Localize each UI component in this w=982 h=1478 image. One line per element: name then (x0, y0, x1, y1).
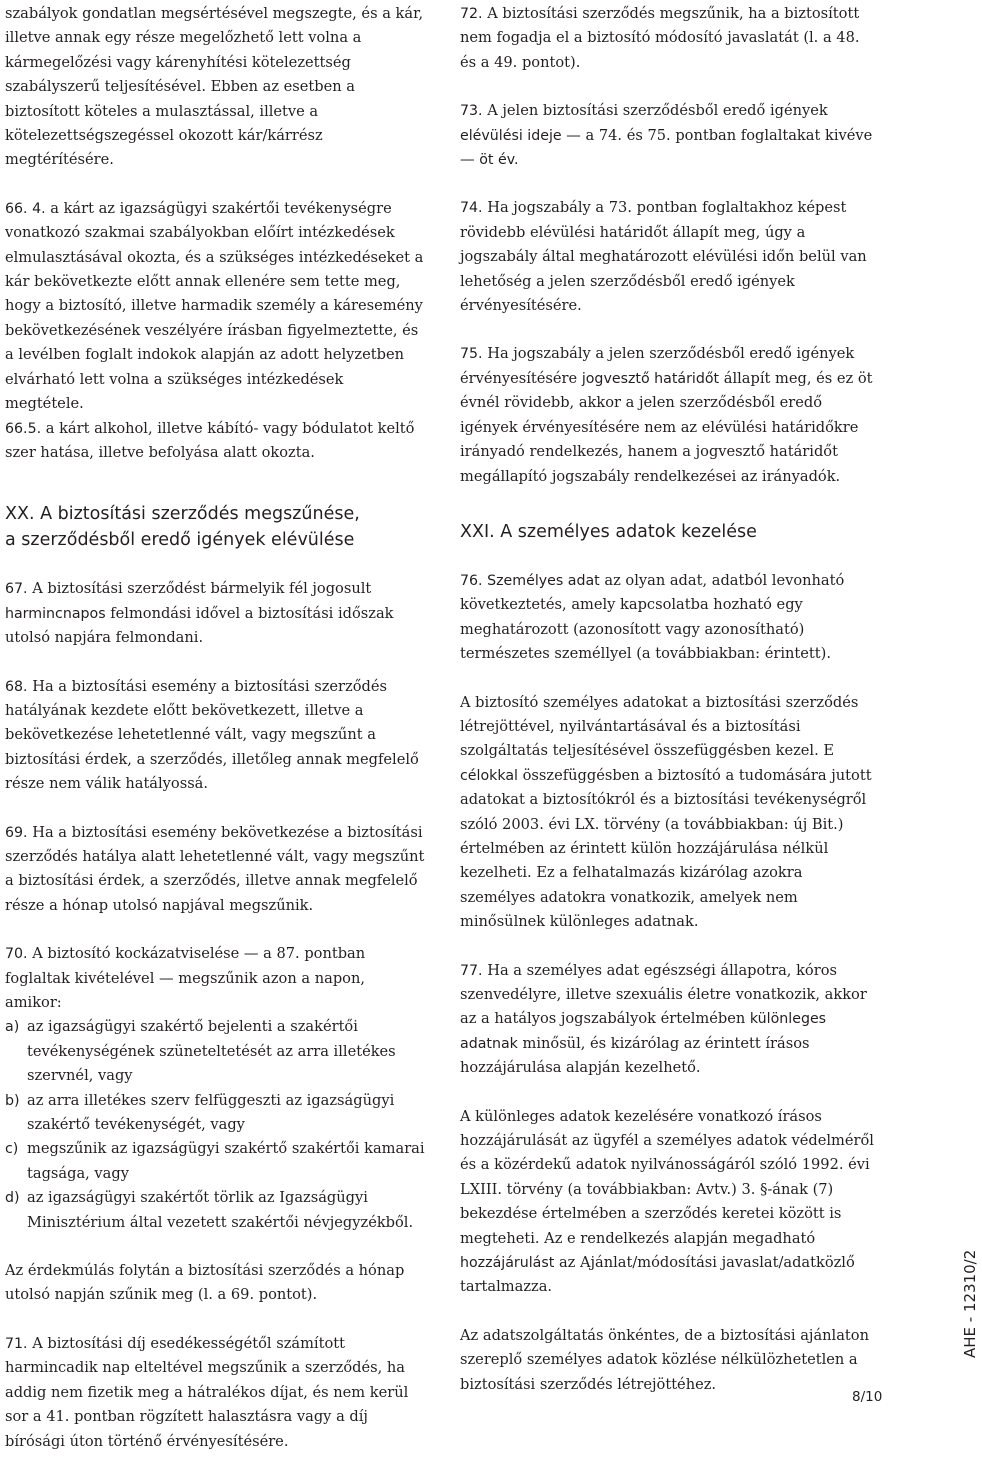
paragraph-adatszolgaltatas: Az adatszolgáltatás önkéntes, de a biztosítási ajánlaton szereplő személyes adatok közlése nélkülözhetetlen a biztosítási szerződés létrejöttéhez. (460, 1326, 869, 1393)
paragraph-66-4: 66. 4. a kárt az igazságügyi szakértői tevékenységre vonatkozó szakmai szabályokban előírt intézkedések elmulasztásával okozta, és a szükséges intézkedéseket a kár bekövetkezte előtt annak ellenére sem tette meg, hogy a biztosító, illetve harmadik személy a káresemény bekövetkezésének veszélyére írásban figyelmeztette, és a levélben foglalt indokok alapján az adott helyzetben elvárható lett volna a szükséges intézkedések megtétele. (5, 199, 424, 413)
highlight-term: különleges adatnak (460, 1011, 827, 1052)
point-number: 73. (460, 103, 483, 120)
right-column (460, 2, 883, 1421)
section-heading-xxi: XXI. A személyes adatok kezelése (460, 521, 757, 542)
paragraph-68: 68. Ha a biztosítási esemény a biztosítási szerződés hatályának kezdete előtt bekövetkezett, illetve a bekövetkezése lehetetlenné vált, vagy megszűnt a biztosítási érdek, a szerződés, illetőleg annak megfelelő része nem válik hatályossá. (5, 677, 419, 793)
document-code: AHE - 12310/2 (961, 1249, 979, 1358)
paragraph-72: 72. A biztosítási szerződés megszűnik, ha a biztosított nem fogadja el a biztosító módosító javaslatát (l. a 48. és a 49. pontot). (460, 5, 860, 71)
list-item: b) az arra illetékes szerv felfüggeszti az igazságügyi szakértő tevékenységét, vagy (5, 1091, 395, 1134)
left-column (5, 2, 425, 1478)
paragraph-69: 69. Ha a biztosítási esemény bekövetkezése a biztosítási szerződés hatálya alatt lehetetlenné vált, vagy megszűnt a biztosítási érdek, a szerződés, illetve annak megfelelő része a hónap utolsó napjával megszűnik. (5, 823, 425, 914)
termination-list (5, 1015, 425, 1235)
paragraph-erdekmulas: Az érdekmúlás folytán a biztosítási szerződés a hónap utolsó napján szűnik meg (l. a 69. pontot). (5, 1262, 405, 1304)
paragraph-71: 71. A biztosítási díj esedékességétől számított harmincadik nap elteltével megszűnik a szerződés, ha addig nem fizetik meg a hátralékos díjat, és nem kerül sor a 41. pontban rögzített halasztásra vagy a díj bírósági úton történő érvényesítésére. (5, 1334, 409, 1450)
point-number: 74. (460, 200, 483, 217)
point-number: 77. (460, 962, 483, 979)
highlight-term: Személyes adat (482, 572, 600, 589)
highlight-term: elévülési ideje (460, 127, 562, 144)
paragraph-biztosito-adatkezeles: A biztosító személyes adatokat a biztosítási szerződés létrejöttével, nyilvántartásával és a biztosítási szolgáltatás teljesítésével összefüggésben kezel. E célokkal összefüggésben a biztosító a tudomására jutott adatokat a biztosítókról és a biztosítási tevékenységről szóló 2003. évi LX. törvény (a továbbiakban: új Bit.) értelmében az érintett külön hozzájárulása nélkül kezelheti. Ez a felhatalmazás kizárólag azokra személyes adatokra vonatkozik, amelyek nem minősülnek különleges adatnak. (460, 693, 872, 931)
highlight-term: célokkal (460, 767, 518, 784)
point-number: 67. (5, 581, 28, 598)
list-item: d) az igazságügyi szakértőt törlik az Igazságügyi Minisztérium által vezetett szakértői névjegyzékből. (5, 1189, 414, 1231)
paragraph-73: 73. A jelen biztosítási szerződésből eredő igények elévülési ideje — a 74. és 75. pontban foglaltakat kivéve — öt év. (460, 102, 873, 169)
list-item: c) megszűnik az igazságügyi szakértő szakértői kamarai tagsága, vagy (5, 1140, 425, 1182)
paragraph-70: 70. A biztosító kockázatviselése — a 87. pontban foglaltak kivételével — megszűnik azon a napon, amikor: (5, 945, 366, 1011)
highlight-term: hozzájárulást (460, 1255, 555, 1272)
highlight-term: öt év. (479, 152, 519, 169)
point-number: 69. (5, 824, 28, 841)
paragraph-kulonleges-adatok: A különleges adatok kezelésére vonatkozó írásos hozzájárulását az ügyfél a személyes adatok védelméről és a közérdekű adatok nyilvánosságáról szóló 1992. évi LXIII. törvény (a továbbiakban: Avtv.) 3. §-ának (7) bekezdése értelmében a szerződés keretei között is megteheti. Az e rendelkezés alapján megadható hozzájárulást az Ajánlat/módosítási javaslat/adatközlő tartalmazza. (460, 1107, 874, 1296)
point-number: 66.5. (5, 420, 42, 437)
paragraph-74: 74. Ha jogszabály a 73. pontban foglaltakhoz képest rövidebb elévülési határidőt állapít meg, úgy a jogszabály által meghatározott elévülési időn belül van lehetőség a jelen szerződésből eredő igények érvényesítésére. (460, 199, 867, 315)
point-number: 72. (460, 6, 483, 22)
highlight-term: harmincnapos (5, 605, 106, 622)
point-number: 71. (5, 1335, 28, 1352)
paragraph-76: 76. Személyes adat az olyan adat, adatból levonható következtetés, amely kapcsolatba hozható egy meghatározott (azonosított vagy azonosítható) természetes személlyel (a továbbiakban: érintett). (460, 571, 845, 663)
paragraph-66-3-continued: szabályok gondatlan megsértésével megszegte, és a kár, illetve annak egy része megelőzhető lett volna a kármegelőzési vagy kárenyhítési kötelezettség szabályszerű teljesítésével. Ebben az esetben a biztosított köteles a mulasztással, illetve a kötelezettségszegéssel okozott kár/kárrész megtérítésére. (5, 5, 424, 169)
point-number: 70. (5, 946, 28, 963)
highlight-term: jogvesztő határidőt (581, 370, 720, 387)
paragraph-75: 75. Ha jogszabály a jelen szerződésből eredő igények érvényesítésére jogvesztő határidőt állapít meg, és ez öt évnél rövidebb, akkor a jelen szerződésből eredő igények érvényesítésére nem az elévülési határidőkre irányadó rendelkezés, hanem a jogvesztő határidőt megállapító jogszabály rendelkezései az irányadók. (460, 345, 873, 485)
paragraph-67: 67. A biztosítási szerződést bármelyik fél jogosult harmincnapos felmondási idővel a biztosítási időszak utolsó napjára felmondani. (5, 580, 394, 647)
point-number: 75. (460, 346, 483, 363)
paragraph-77: 77. Ha a személyes adat egészségi állapotra, kóros szenvedélyre, illetve szexuális életre vonatkozik, akkor az a hatályos jogszabályok értelmében különleges adatnak minősül, és kizárólag az érintett írásos hozzájárulása alapján kezelhető. (460, 961, 867, 1077)
section-heading-xx: XX. A biztosítási szerződés megszűnése, a szerződésből eredő igények elévülése (5, 504, 360, 551)
point-number: 66. 4. (5, 200, 46, 217)
point-number: 76. (460, 572, 483, 589)
list-item: a) az igazságügyi szakértő bejelenti a szakértői tevékenységének szüneteltetését az arra illetékes szervnél, vagy (5, 1018, 396, 1085)
point-number: 68. (5, 678, 28, 695)
paragraph-66-5: 66.5. a kárt alkohol, illetve kábító- vagy bódulatot keltő szer hatása, illetve befolyása alatt okozta. (5, 419, 415, 461)
page-number: 8/10 (852, 1389, 883, 1405)
